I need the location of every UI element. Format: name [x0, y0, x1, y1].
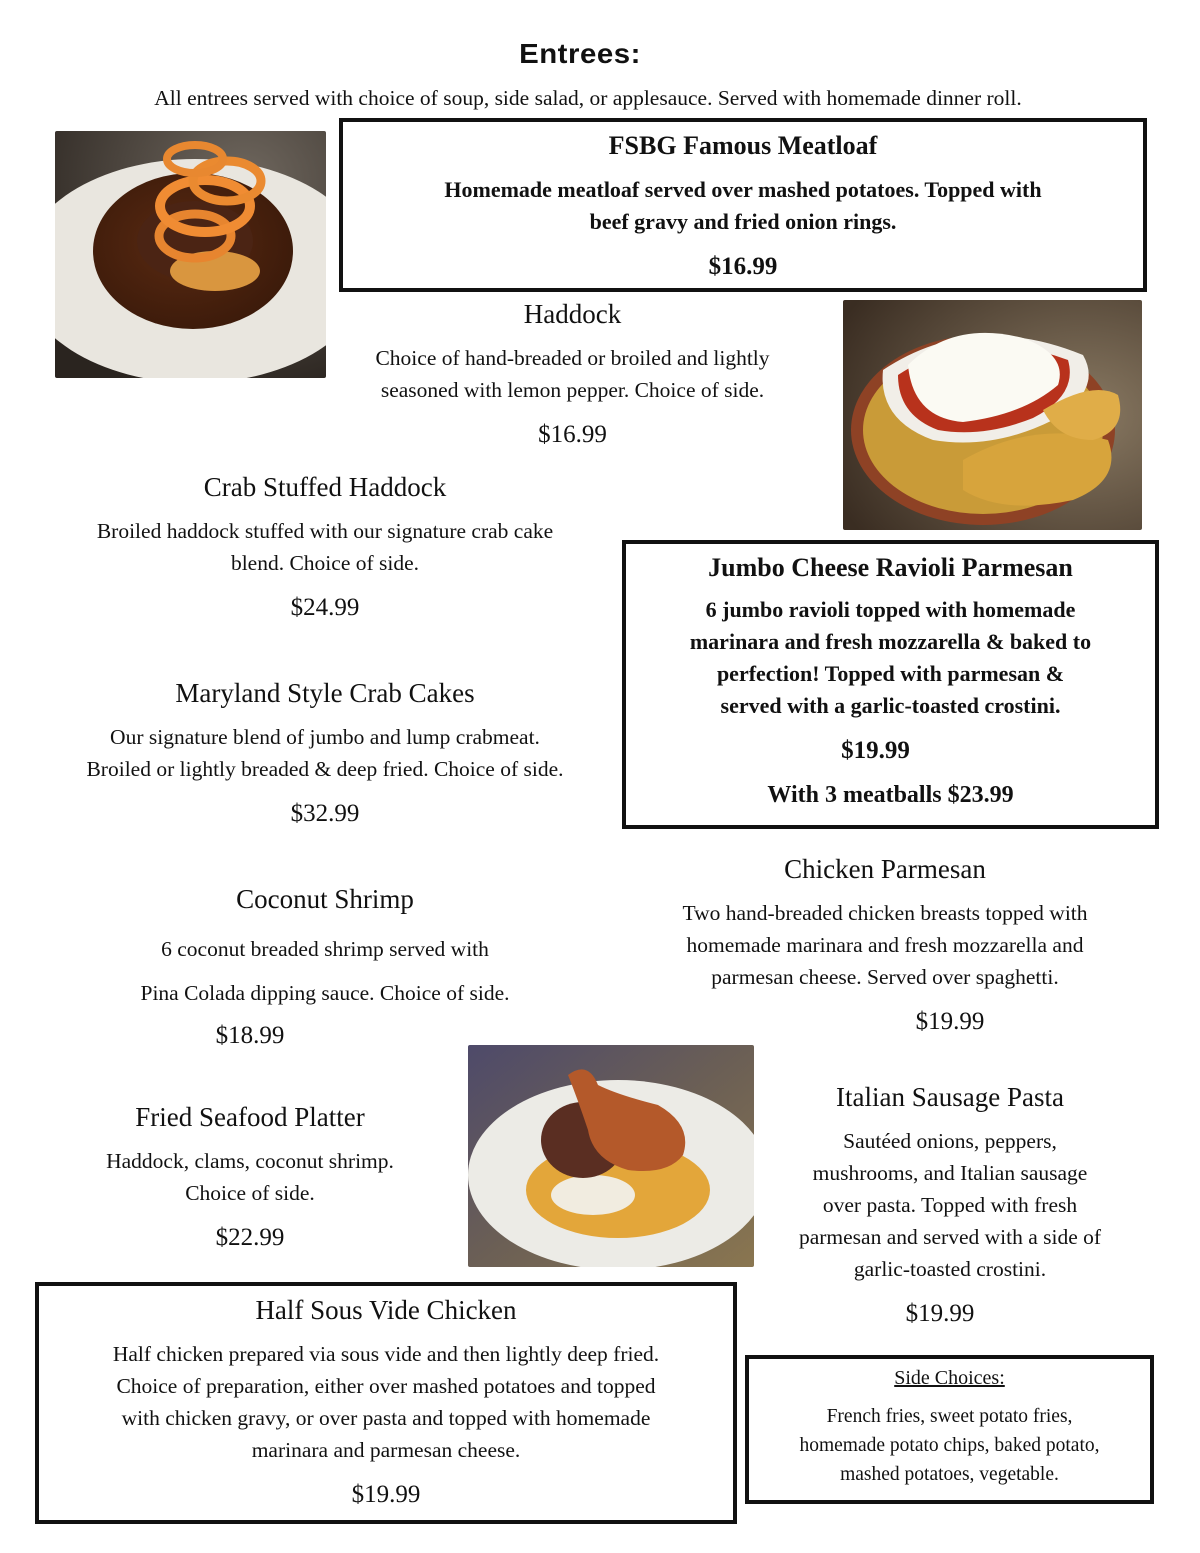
menu-item-coconut-shrimp [80, 883, 570, 1051]
item-description: 6 jumbo ravioli topped with homemade marinara and fresh mozzarella & baked to perfection! Topped with parmesan & served with a garlic-toasted crostini. [689, 597, 1092, 718]
ravioli-photo [843, 300, 1142, 530]
menu-item-crab-stuffed-haddock [30, 471, 620, 623]
item-price: $19.99 [905, 1300, 975, 1327]
item-name: Crab Stuffed Haddock [203, 472, 447, 502]
item-name: Haddock [523, 299, 622, 329]
menu-item-fried-seafood-platter [60, 1101, 440, 1253]
item-name: Chicken Parmesan [784, 854, 986, 884]
menu-item-jumbo-cheese-ravioli-parmesan [622, 540, 1159, 829]
item-name: FSBG Famous Meatloaf [608, 131, 878, 160]
item-description: Homemade meatloaf served over mashed potatoes. Topped with beef gravy and fried onion rings. [444, 177, 1042, 234]
page-subtitle: All entrees served with choice of soup, side salad, or applesauce. Served with homemade dinner roll. [154, 86, 1022, 110]
side-choices-list: French fries, sweet potato fries, homemade potato chips, baked potato, mashed potatoes, vegetable. [799, 1406, 1100, 1485]
item-price-with-meatballs: With 3 meatballs $23.99 [767, 782, 1014, 808]
side-choices-title: Side Choices: [894, 1367, 1005, 1389]
item-name: Coconut Shrimp [236, 884, 414, 914]
item-price: $16.99 [708, 253, 778, 280]
item-price: $18.99 [215, 1022, 285, 1049]
item-price: $24.99 [290, 594, 360, 621]
item-price: $19.99 [915, 1008, 985, 1035]
menu-item-maryland-style-crab-cakes [30, 677, 620, 829]
item-name: Fried Seafood Platter [135, 1102, 365, 1132]
side-choices-box [745, 1355, 1154, 1504]
item-price: $32.99 [290, 800, 360, 827]
item-name: Maryland Style Crab Cakes [175, 678, 475, 708]
item-name: Half Sous Vide Chicken [255, 1295, 517, 1325]
item-description: Two hand-breaded chicken breasts topped with homemade marinara and fresh mozzarella and parmesan cheese. Served over spaghetti. [682, 901, 1088, 989]
item-description: Half chicken prepared via sous vide and then lightly deep fried. Choice of preparation, either over mashed potatoes and topped with chicken gravy, or over pasta and topped with homemade marinara and parmesan cheese. [112, 1342, 660, 1462]
item-description: Choice of hand-breaded or broiled and lightly seasoned with lemon pepper. Choice of side. [375, 346, 770, 402]
item-description: Broiled haddock stuffed with our signature crab cake blend. Choice of side. [96, 519, 554, 575]
item-description: Haddock, clams, coconut shrimp. Choice of side. [106, 1149, 394, 1205]
meatloaf-photo [55, 131, 326, 378]
item-price: $19.99 [351, 1481, 421, 1508]
item-name: Italian Sausage Pasta [836, 1082, 1064, 1112]
page-title: Entrees: [519, 38, 641, 69]
half-chicken-photo [468, 1045, 754, 1267]
item-name: Jumbo Cheese Ravioli Parmesan [708, 553, 1073, 582]
item-price: $22.99 [215, 1224, 285, 1251]
item-description: Sautéed onions, peppers, mushrooms, and Italian sausage over pasta. Topped with fresh parmesan and served with a side of garlic-toasted crostini. [798, 1129, 1102, 1281]
menu-item-chicken-parmesan [620, 853, 1150, 1037]
item-price: $16.99 [538, 421, 607, 448]
item-description: Our signature blend of jumbo and lump crabmeat. Broiled or lightly breaded & deep fried. Choice of side. [86, 725, 564, 781]
menu-item-italian-sausage-pasta [755, 1081, 1145, 1329]
menu-item-half-sous-vide-chicken [35, 1282, 737, 1524]
item-price: $19.99 [841, 737, 910, 764]
menu-item-haddock [320, 298, 825, 450]
item-description: 6 coconut breaded shrimp served with Pina Colada dipping sauce. Choice of side. [140, 937, 510, 1005]
menu-item-fsbg-famous-meatloaf [339, 118, 1147, 292]
